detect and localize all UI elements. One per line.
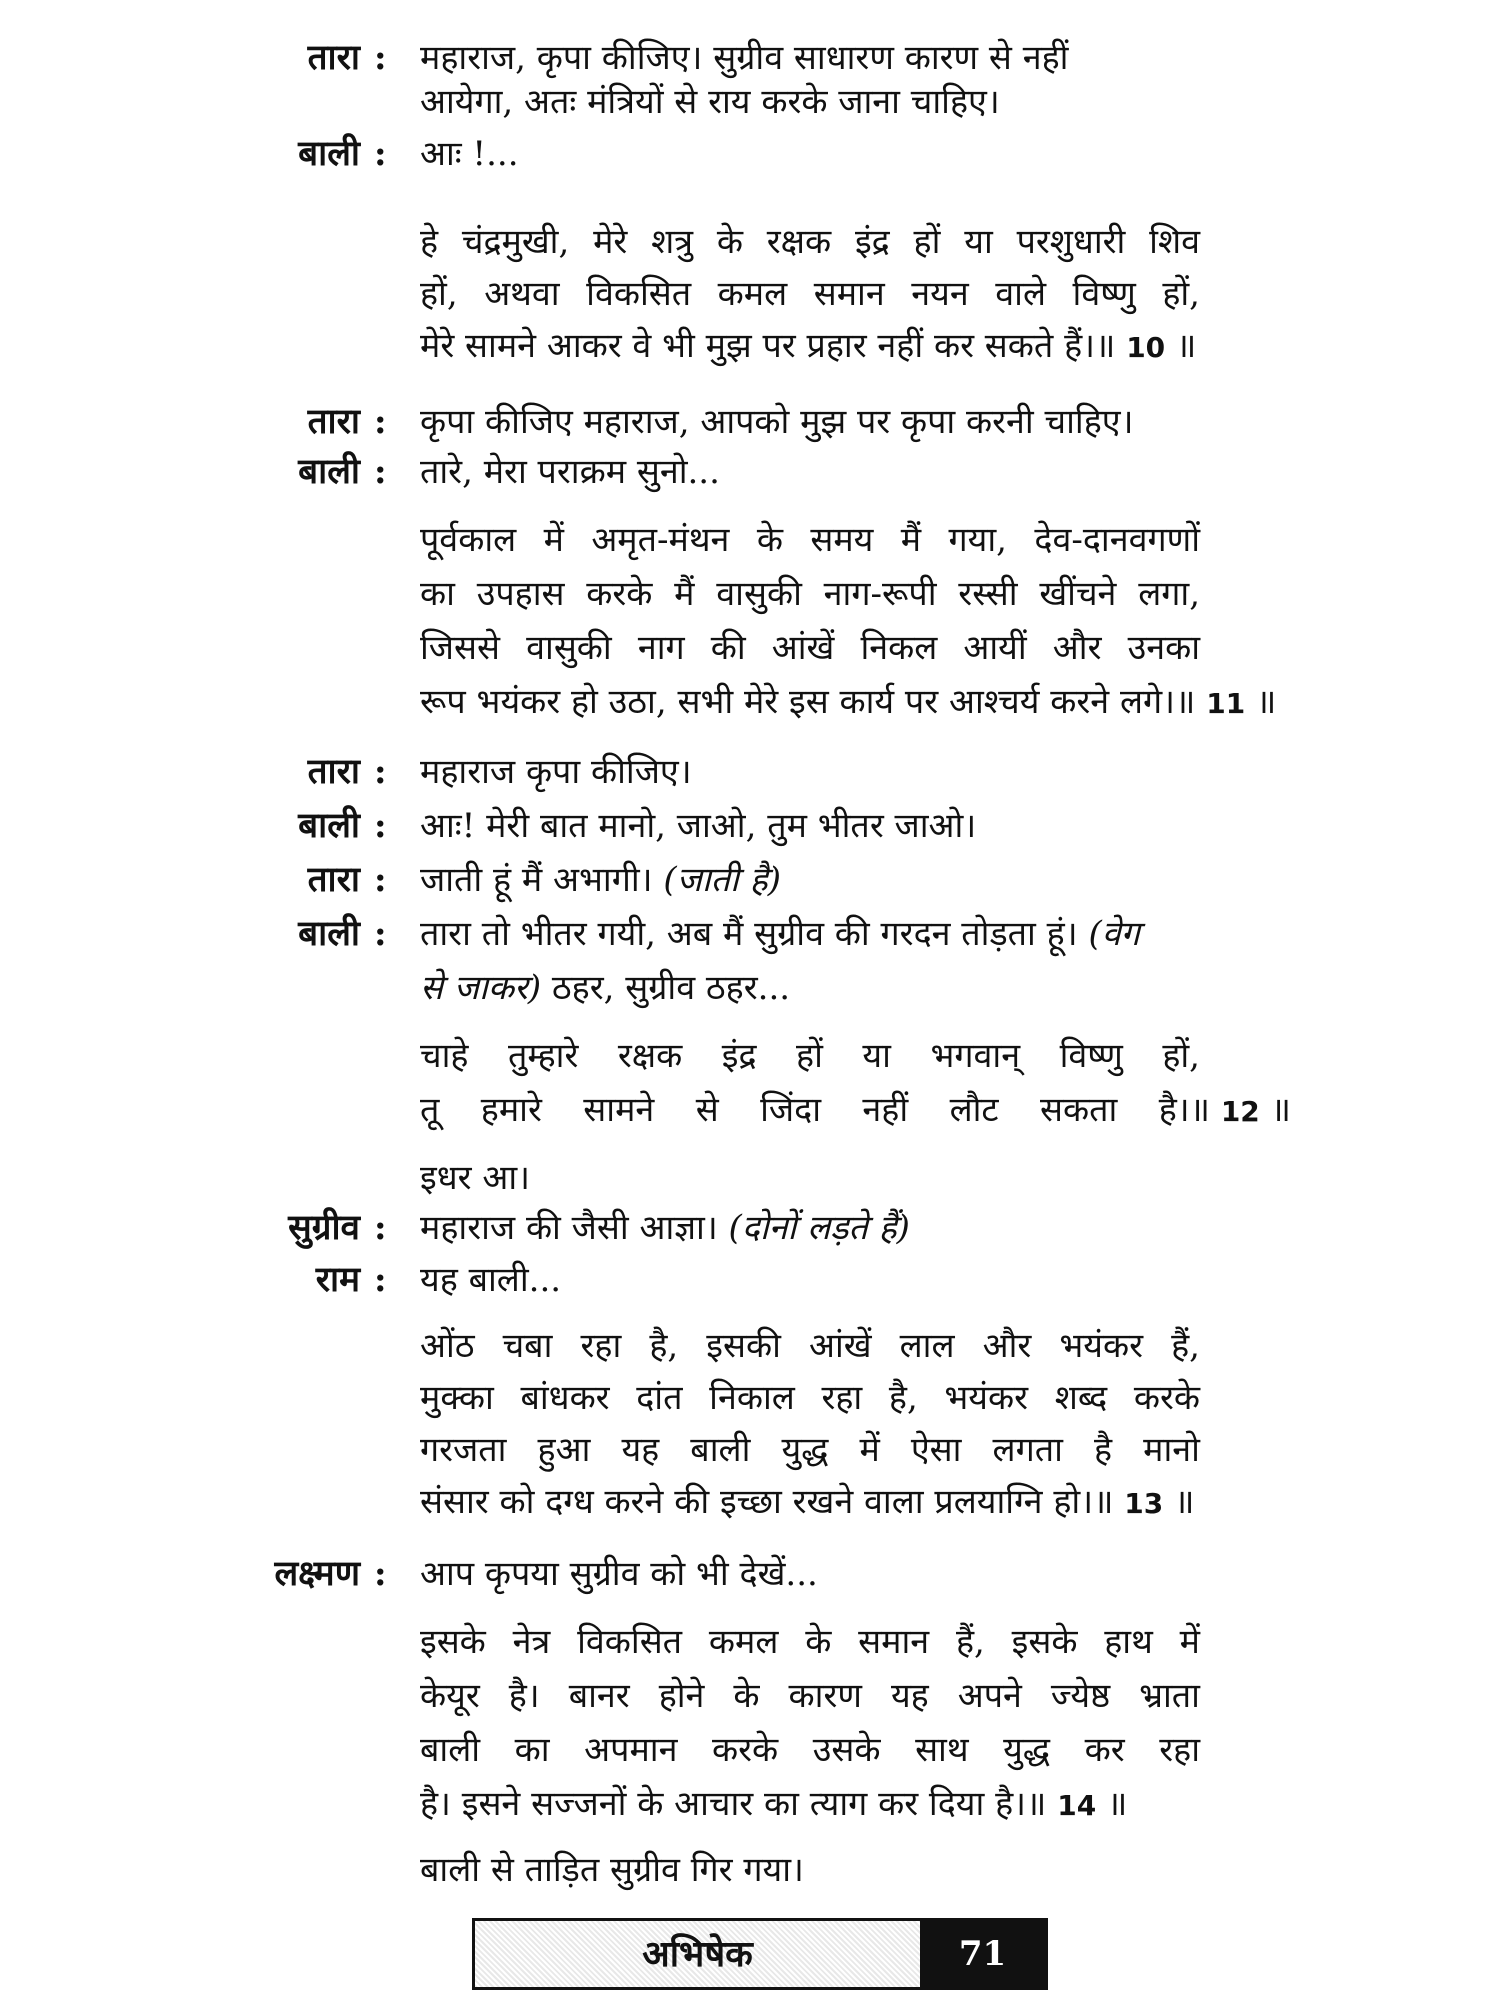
book-title: अभिषेक [642, 1933, 753, 1975]
dialogue-line: आः !... [420, 134, 519, 174]
speaker-label: तारा [307, 37, 360, 78]
verse-line: बाली का अपमान करके उसके साथ युद्ध कर रहा [420, 1730, 1200, 1770]
stage-direction: (वेग [1088, 914, 1140, 954]
dialogue-line: आप कृपया सुग्रीव को भी देखें... [420, 1554, 818, 1594]
speaker-label: बाली [298, 805, 360, 846]
speaker-label: बाली [298, 133, 360, 174]
dialogue-line [420, 968, 790, 1008]
verse-line: मुक्का बांधकर दांत निकाल रहा है, भयंकर शब्द करके [420, 1378, 1200, 1418]
verse-line-last [420, 326, 1196, 368]
verse-end-mark: ॥ [1256, 682, 1277, 722]
dialogue-line [420, 914, 1140, 954]
speaker-colon: : [374, 752, 387, 792]
verse-number: 14 [1057, 1789, 1097, 1822]
verse-line: गरजता हुआ यह बाली युद्ध में ऐसा लगता है मानो [420, 1430, 1200, 1470]
speaker-colon: : [374, 402, 387, 442]
dialogue-line: आयेगा, अतः मंत्रियों से राय करके जाना चाहिए। [420, 82, 1000, 122]
verse-line: का उपहास करके मैं वासुकी नाग-रूपी रस्सी खींचने लगा, [420, 574, 1200, 614]
page-number: 71 [920, 1921, 1045, 1987]
speaker-label: बाली [298, 451, 360, 492]
verse-number: 10 [1126, 331, 1166, 364]
verse-line: चाहे तुम्हारे रक्षक इंद्र हों या भगवान् विष्णु हों, [420, 1036, 1200, 1076]
verse-end-mark: ॥ [1174, 1482, 1195, 1522]
speaker-label: राम [315, 1259, 360, 1300]
dialogue-line: कृपा कीजिए महाराज, आपको मुझ पर कृपा करनी चाहिए। [420, 402, 1134, 442]
dialogue-line: महाराज, कृपा कीजिए। सुग्रीव साधारण कारण से नहीं [420, 38, 1069, 78]
verse-line-last [420, 1090, 1296, 1132]
plain-line: इधर आ। [420, 1158, 530, 1198]
dialogue-text: तारा तो भीतर गयी, अब मैं सुग्रीव की गरदन तोड़ता हूं। [420, 914, 1078, 954]
verse-line: इसके नेत्र विकसित कमल के समान हैं, इसके हाथ में [420, 1622, 1200, 1662]
verse-number: 12 [1220, 1095, 1260, 1128]
verse-line: केयूर है। बानर होने के कारण यह अपने ज्येष्ठ भ्राता [420, 1676, 1200, 1716]
verse-line: पूर्वकाल में अमृत-मंथन के समय मैं गया, देव-दानवगणों [420, 520, 1200, 560]
dialogue-line: आः! मेरी बात मानो, जाओ, तुम भीतर जाओ। [420, 806, 977, 846]
speaker-label: सुग्रीव [288, 1207, 360, 1248]
speaker-label: लक्ष्मण [274, 1553, 360, 1594]
speaker-colon: : [374, 1554, 387, 1594]
speaker-label: बाली [298, 913, 360, 954]
verse-line: हों, अथवा विकसित कमल समान नयन वाले विष्णु हों, [420, 274, 1200, 314]
speaker-label: तारा [307, 751, 360, 792]
dialogue-line: यह बाली... [420, 1260, 562, 1300]
verse-line-last [420, 1784, 1127, 1826]
verse-number: 13 [1124, 1487, 1164, 1520]
verse-end-mark: ॥ [1270, 1090, 1291, 1130]
speaker-label: तारा [307, 859, 360, 900]
plain-line: बाली से ताड़ित सुग्रीव गिर गया। [420, 1850, 804, 1890]
speaker-label: तारा [307, 401, 360, 442]
stage-direction: (जाती है) [663, 860, 781, 900]
stage-direction: (दोनों लड़ते हैं) [728, 1208, 910, 1248]
speaker-colon: : [374, 1208, 387, 1248]
verse-text: रूप भयंकर हो उठा, सभी मेरे इस कार्य पर आश्चर्य करने लगे।॥ [420, 682, 1196, 722]
speaker-colon: : [374, 452, 387, 492]
verse-number: 11 [1206, 687, 1246, 720]
speaker-colon: : [374, 860, 387, 900]
verse-text: संसार को दग्ध करने की इच्छा रखने वाला प्रलयाग्नि हो।॥ [420, 1482, 1114, 1522]
dialogue-line [420, 860, 781, 900]
verse-end-mark: ॥ [1107, 1784, 1128, 1824]
verse-end-mark: ॥ [1175, 326, 1197, 366]
verse-line-last [420, 1482, 1194, 1524]
stage-direction: से जाकर) [420, 968, 542, 1008]
verse-line: जिससे वासुकी नाग की आंखें निकल आयीं और उनका [420, 628, 1200, 668]
dialogue-text: जाती हूं मैं अभागी। [420, 860, 653, 900]
verse-text: तू हमारे सामने से जिंदा नहीं लौट सकता है।॥ [420, 1090, 1210, 1130]
verse-text: मेरे सामने आकर वे भी मुझ पर प्रहार नहीं कर सकते हैं।॥ [420, 326, 1116, 366]
dialogue-line [420, 1208, 910, 1248]
speaker-colon: : [374, 806, 387, 846]
dialogue-text: ठहर, सुग्रीव ठहर... [551, 968, 791, 1008]
verse-line: ओंठ चबा रहा है, इसकी आंखें लाल और भयंकर हैं, [420, 1326, 1200, 1366]
speaker-colon: : [374, 38, 387, 78]
speaker-colon: : [374, 1260, 387, 1300]
speaker-colon: : [374, 134, 387, 174]
dialogue-line: तारे, मेरा पराक्रम सुनो... [420, 452, 720, 492]
footer-banner [472, 1918, 1048, 1990]
verse-text: है। इसने सज्जनों के आचार का त्याग कर दिया है।॥ [420, 1784, 1047, 1824]
verse-line-last [420, 682, 1276, 724]
dialogue-line: महाराज कृपा कीजिए। [420, 752, 692, 792]
speaker-colon: : [374, 914, 387, 954]
verse-line: हे चंद्रमुखी, मेरे शत्रु के रक्षक इंद्र हों या परशुधारी शिव [420, 222, 1200, 262]
dialogue-text: महाराज की जैसी आज्ञा। [420, 1208, 718, 1248]
